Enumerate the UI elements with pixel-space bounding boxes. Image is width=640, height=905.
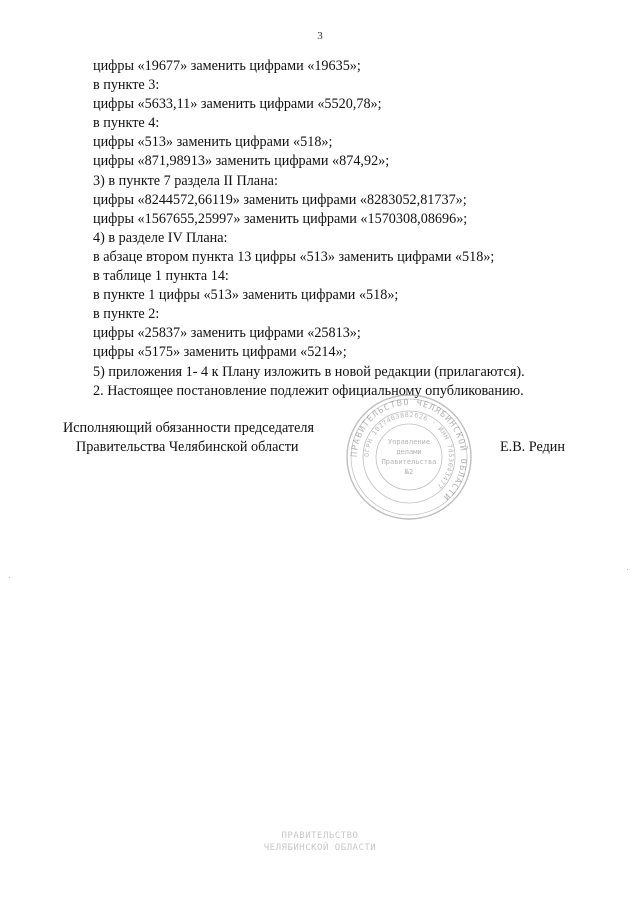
text-line: в пункте 1 цифры «513» заменить цифрами «518»; xyxy=(93,287,399,304)
text-line: в пункте 4: xyxy=(93,115,160,132)
footer-watermark xyxy=(0,830,640,854)
text-line: в пункте 2: xyxy=(93,306,160,323)
seal-codes-text: ОГРН 1027403882626 · ИНН 7453043477 xyxy=(362,410,456,491)
seal-center-line: Правительства xyxy=(381,458,437,466)
signatory-name: Е.В. Редин xyxy=(500,439,565,455)
text-line: в пункте 3: xyxy=(93,77,160,94)
text-line: 5) приложения 1- 4 к Плану изложить в новой редакции (прилагаются). xyxy=(93,363,525,380)
text-line: цифры «8244572,66119» заменить цифрами «8283052,81737»; xyxy=(93,191,467,208)
seal-center-line: Управление xyxy=(387,438,431,446)
text-line: цифры «5175» заменить цифрами «5214»; xyxy=(93,344,347,361)
text-line: в таблице 1 пункта 14: xyxy=(93,268,229,285)
text-line: цифры «25837» заменить цифрами «25813»; xyxy=(93,325,361,342)
text-line: 3) в пункте 7 раздела II Плана: xyxy=(93,172,278,189)
text-line: в абзаце втором пункта 13 цифры «513» заменить цифрами «518»; xyxy=(93,248,495,265)
official-seal xyxy=(344,392,474,522)
text-line: цифры «1567655,25997» заменить цифрами «1570308,08696»; xyxy=(93,210,468,227)
seal-center-line: №2 xyxy=(404,468,414,476)
signatory-title-line-2: Правительства Челябинской области xyxy=(76,439,299,455)
text-line: цифры «513» заменить цифрами «518»; xyxy=(93,134,333,151)
text-line: цифры «871,98913» заменить цифрами «874,92»; xyxy=(93,153,390,170)
text-line: цифры «19677» заменить цифрами «19635»; xyxy=(93,58,361,74)
text-line: 2. Настоящее постановление подлежит официальному опубликованию. xyxy=(93,382,524,399)
text-line: цифры «5633,11» заменить цифрами «5520,78»; xyxy=(93,96,382,113)
scan-speck xyxy=(627,569,628,570)
signatory-title-line-1: Исполняющий обязанности председателя xyxy=(63,420,314,436)
seal-center-line: делами xyxy=(396,448,422,456)
text-line: 4) в разделе IV Плана: xyxy=(93,229,228,246)
signature-block xyxy=(0,397,640,540)
scan-speck xyxy=(9,577,10,578)
watermark-line: ПРАВИТЕЛЬСТВО xyxy=(281,831,359,841)
watermark-line: ЧЕЛЯБИНСКОЙ ОБЛАСТИ xyxy=(263,843,377,853)
seal-outer-text: ПРАВИТЕЛЬСТВО ЧЕЛЯБИНСКОЙ ОБЛАСТИ xyxy=(349,397,469,503)
document-body xyxy=(93,57,573,401)
page-number: 3 xyxy=(317,30,323,42)
